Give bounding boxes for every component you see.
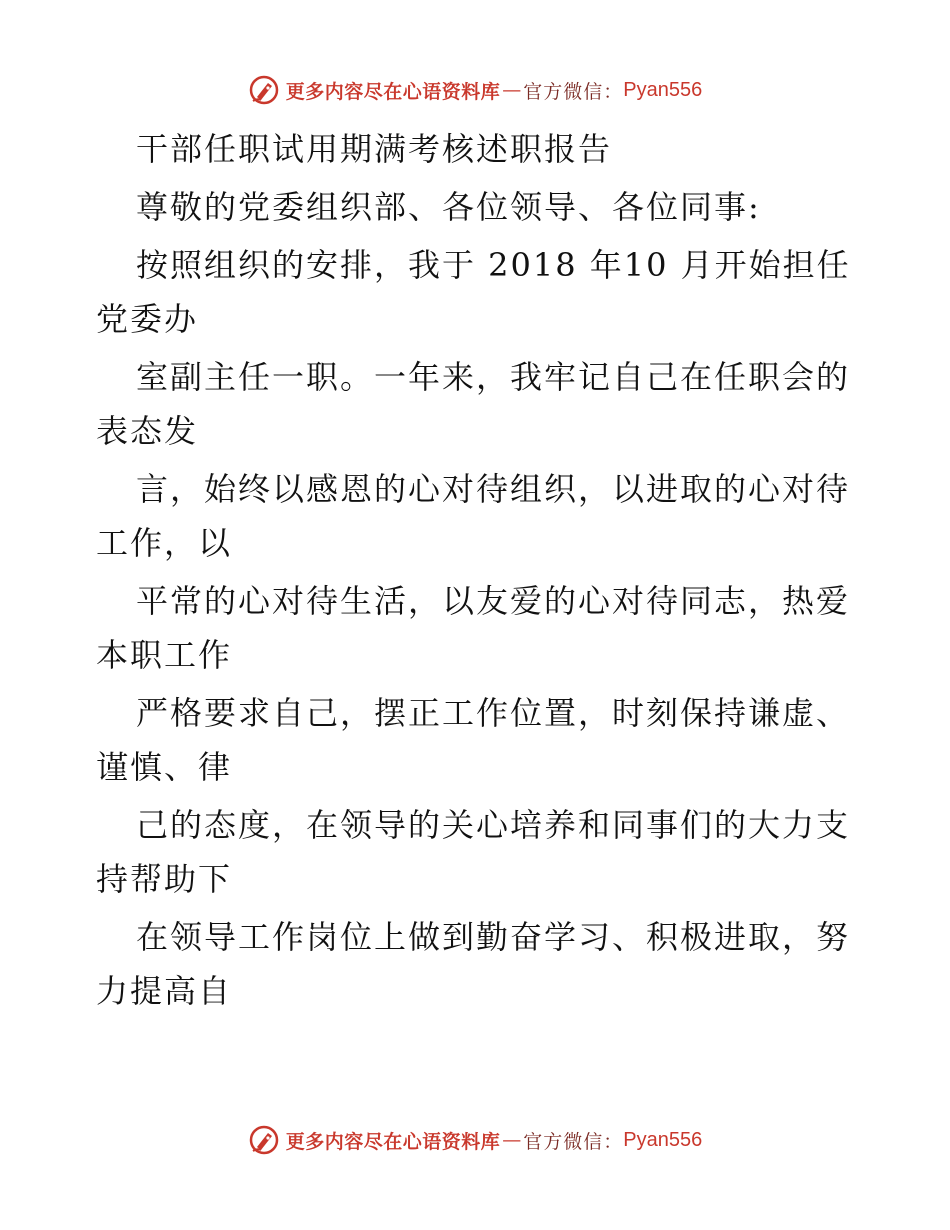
banner-slogan: 更多内容尽在心语资料库 xyxy=(285,1130,501,1153)
body-line: 室副主任一职。一年来，我牢记自己在任职会的 xyxy=(136,358,851,396)
document-title: 干部任职试用期满考核述职报告 xyxy=(136,130,613,168)
body-line: 严格要求自己，摆正工作位置，时刻保持谦虚、 xyxy=(136,694,851,732)
body-line: 表态发 xyxy=(96,412,199,450)
banner-dash: — xyxy=(502,79,522,101)
footer-banner xyxy=(0,1120,950,1160)
banner-dash: — xyxy=(502,1129,522,1151)
wechat-id: Pyan556 xyxy=(623,1128,703,1151)
pen-nib-logo-icon xyxy=(248,74,280,106)
body-line: 在领导工作岗位上做到勤奋学习、积极进取，努 xyxy=(136,918,851,956)
document-body xyxy=(96,122,896,1018)
body-line: 持帮助下 xyxy=(96,860,233,898)
body-line: 己的态度，在领导的关心培养和同事们的大力支 xyxy=(136,806,851,844)
body-line: 平常的心对待生活，以友爱的心对待同志，热爱 xyxy=(136,582,851,620)
wechat-label: 官方微信： xyxy=(523,80,624,103)
body-line: 言，始终以感恩的心对待组织，以进取的心对待 xyxy=(136,470,851,508)
wechat-label: 官方微信： xyxy=(523,1130,624,1153)
body-line: 谨慎、律 xyxy=(96,748,233,786)
body-line: 本职工作 xyxy=(96,636,233,674)
wechat-id: Pyan556 xyxy=(623,78,703,101)
header-banner xyxy=(0,70,950,110)
body-line: 党委办 xyxy=(96,300,199,338)
pen-nib-logo-icon xyxy=(248,1124,280,1156)
salutation: 尊敬的党委组织部、各位领导、各位同事: xyxy=(136,188,761,226)
body-line: 按照组织的安排，我于 2018 年10 月开始担任 xyxy=(136,246,851,284)
body-line: 力提高自 xyxy=(96,972,233,1010)
banner-slogan: 更多内容尽在心语资料库 xyxy=(285,80,501,103)
body-line: 工作，以 xyxy=(96,524,233,562)
